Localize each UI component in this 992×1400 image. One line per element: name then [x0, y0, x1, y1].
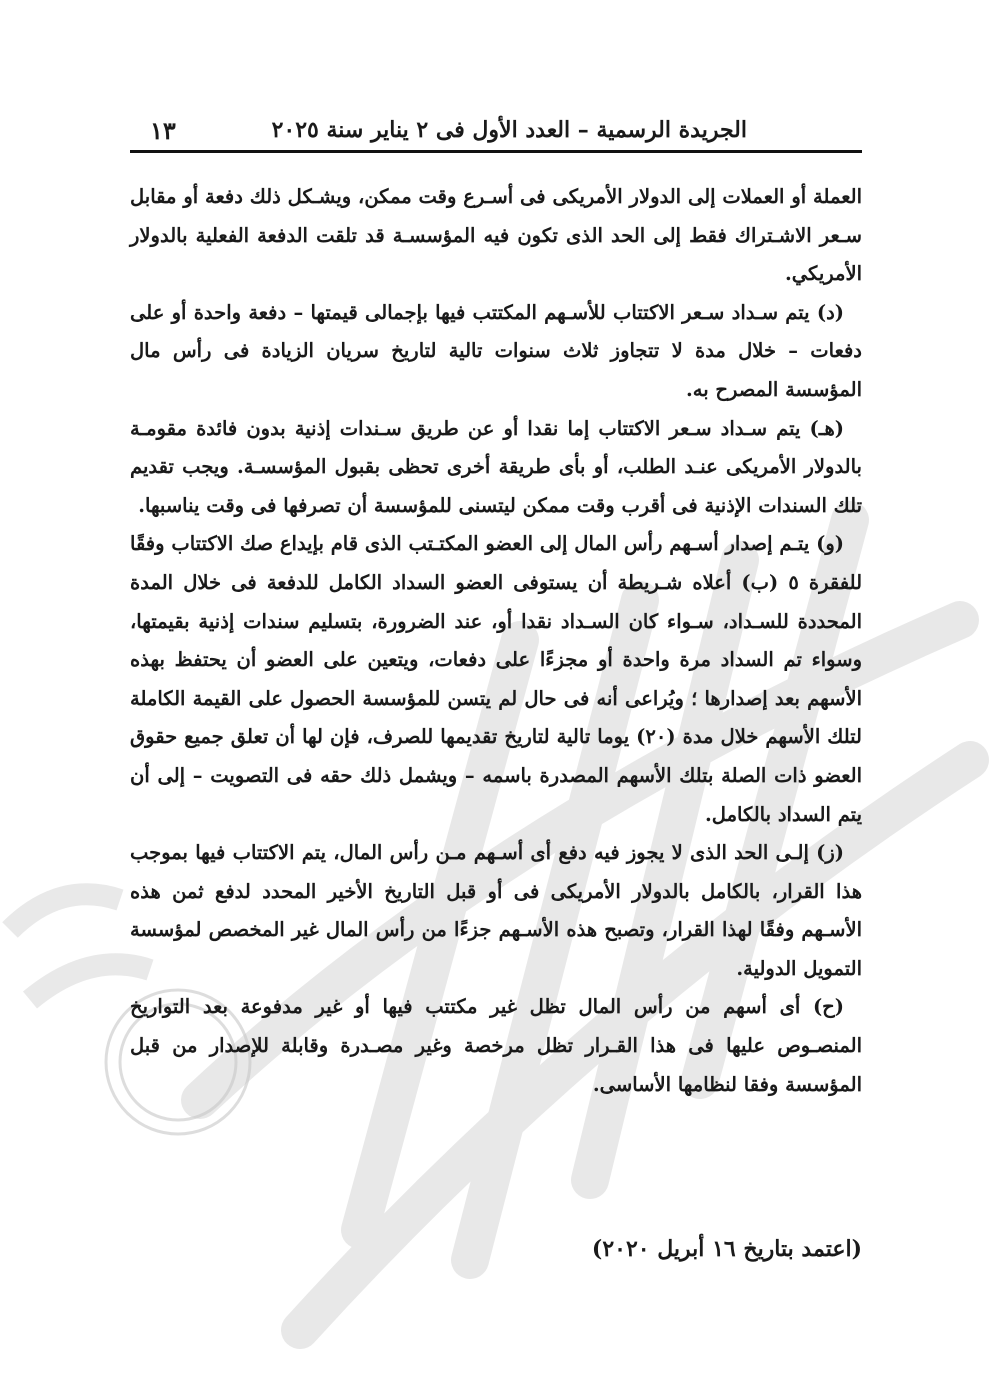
paragraph-d: (د) يتم سـداد سـعر الاكتتاب للأسـهم المكتتب فيها بإجمالى قيمتها – دفعة واحدة أو على دفعات – خلال مدة لا تتجاوز ثلاث سنوات تالية لتاريخ سريان الزيادة فى رأس مال المؤسسة المصرح به. — [130, 300, 862, 401]
page-number: ١٣ — [150, 115, 176, 145]
paragraph-continuation: العملة أو العملات إلى الدولار الأمريكى فى أسـرع وقت ممكن، ويشـكل ذلك دفعة أو مقابل سـعر الاشـتراك فقط إلى الحد الذى تكون فيه المؤسسـة قد تلقت الدفعة الفعلية بالدولار الأمريكي. — [130, 185, 862, 286]
header-title: الجريدة الرسمية – العدد الأول فى ٢ يناير سنة ٢٠٢٥ — [271, 117, 747, 143]
paragraph-h: (هـ) يتم سـداد سـعر الاكتتاب إما نقدا أو عن طريق سـندات إذنية بدون فائدة مقومـة بالدولار الأمريكى عنـد الطلب، أو بأى طريقة أخرى تحظى بقبول المؤسسـة. ويجب تقديم تلك السندات الإذنية فى أقرب وقت ممكن ليتسنى للمؤسسة أن تصرفها فى وقت يناسبها. — [130, 416, 862, 517]
page — [130, 0, 862, 1400]
body-text — [130, 178, 862, 1104]
page-header — [130, 110, 862, 153]
paragraph-w: (و) يتـم إصدار أسـهم رأس المال إلى العضو المكتـتب الذى قام بإيداع صك الاكتتاب وفقًا للفقرة ٥ (ب) أعلاه شـريطة أن يستوفى العضو السداد الكامل للدفعة فى خلال المدة المحددة للسـداد، سـواء كان السـداد نقدا أو، عند الضرورة، بتسليم سندات إذنية بقيمتها، وسواء تم السداد مرة واحدة أو مجزءًا على دفعات، ويتعين على العضو أن يحتفظ بهذه الأسهم بعد إصدارها ؛ ويُراعى أنه فى حال لم يتسن للمؤسسة الحصول على القيمة الكاملة لتلك الأسهم خلال مدة (٢٠) يوما تالية لتاريخ تقديمها للصرف، فإن لها أن تعلق جميع حقوق العضو ذات الصلة بتلك الأسهم المصدرة باسمه – ويشمل ذلك حقه فى التصويت – إلى أن يتم السداد بالكامل. — [130, 532, 863, 826]
paragraph-z: (ز) إلـى الحد الذى لا يجوز فيه دفع أى أسـهم مـن رأس المال، يتم الاكتتاب فيها بموجب هذا القرار، بالكامل بالدولار الأمريكى فى أو قبل التاريخ الأخير المحدد لدفع ثمن هذه الأسـهم وفقًا لهذا القرار، وتصبح هذه الأسـهم جزءًا من رأس المال غير المخصص لمؤسسة التمويل الدولية. — [130, 841, 862, 980]
approval-date-note: (اعتمد بتاريخ ١٦ أبريل ٢٠٢٠) — [591, 1236, 862, 1262]
paragraph-h2: (ح) أى أسهم من رأس المال تظل غير مكتتب فيها أو غير مدفوعة بعد التواريخ المنصـوص عليها فى هذا القـرار تظل مرخصة وغير مصـدرة وقابلة للإصدار من قبل المؤسسة وفقا لنظامها الأساسى. — [130, 995, 862, 1096]
